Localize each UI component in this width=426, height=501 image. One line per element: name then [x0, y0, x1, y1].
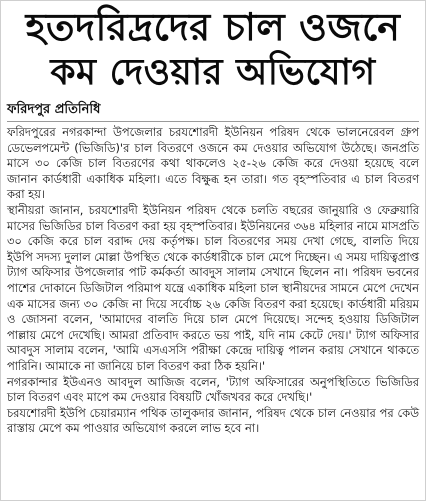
article-paragraph: চরযশোরদী ইউপি চেয়ারম্যান পথিক তালুকদার জানান, পরিষদ থেকে চাল নেওয়ার পর কেউ রাস্তায় মেপে কম পাওয়ার অভিযোগ করলে লাভ হবে না। — [7, 405, 419, 436]
article-paragraph: নগরকান্দার ইউএনও আবদুল আজিজ বলেন, 'ট্যাগ অফিসারের অনুপস্থিতিতে ভিজিডির চাল বিতরণ এবং মাপে কম দেওয়ার বিষয়টি খোঁজখবর করে দেখছি।' — [7, 374, 419, 405]
byline-divider — [7, 121, 419, 122]
article-paragraph: স্থানীয়রা জানান, চরযশোরদী ইউনিয়ন পরিষদ থেকে চলতি বছরের জানুয়ারি ও ফেব্রুয়ারি মাসের ভিজিডির চাল বিতরণ করা হয় বৃহস্পতিবার। ইউনিয়নের ৩৬৪ মহিলার নামে মাসপ্রতি ৩০ কেজি করে চাল বরাদ্দ দেয় কর্তৃপক্ষ। চাল বিতরণের সময় দেখা গেছে, বালতি দিয়ে ইউপি সদস্য দুলাল মোল্লা উপস্থিত থেকে কার্ডধারীকে চাল মেপে দিচ্ছেন। এ সময় দায়িত্বপ্রাপ্ত ট্যাগ অফিসার উপজেলার পাট কর্মকর্তা আবদুস সালাম সেখানে ছিলেন না। পরিষদ ভবনের পাশের দোকানে ডিজিটাল পরিমাপ যন্ত্রে একাধিক মহিলা চাল স্থানীয়দের সামনে মেপে দেখেন এক মাসের জন্য ৩০ কেজি না দিয়ে সর্বোচ্চ ২৬ কেজি বিতরণ করা হয়েছে। কার্ডধারী মরিয়ম ও জোসনা বলেন, 'আমাদের বালতি দিয়ে চাল মেপে দিয়েছে। সন্দেহ হওয়ায় ডিজিটাল পাল্লায় মেপে দেখেছি। আমরা প্রতিবাদ করতে ভয় পাই, যদি নাম কেটে দেয়।' ট্যাগ অফিসার আবদুস সালাম বলেন, 'আমি এসএসসি পরীক্ষা কেন্দ্রে দায়িত্ব পালন করায় সেখানে থাকতে পারিনি। আমাকে না জানিয়ে চাল বিতরণ করা ঠিক হয়নি।' — [7, 202, 419, 373]
article-paragraph: ফরিদপুরের নগরকান্দা উপজেলার চরযশোরদী ইউনিয়ন পরিষদ থেকে ভালনেরেবল গ্রুপ ডেভেলপমেন্ট (ভিজিডি)'র চাল বিতরণে ওজনে কম দেওয়ার অভিযোগ উঠেছে। জনপ্রতি মাসে ৩০ কেজি চাল বিতরণের কথা থাকলেও ২৫-২৬ কেজি করে দেওয়া হয়েছে বলে জানান কার্ডধারী একাধিক মহিলা। এতে বিক্ষুব্ধ হন তারা। গত বৃহস্পতিবার এ চাল বিতরণ করা হয়। — [7, 125, 419, 202]
article-body — [7, 125, 419, 437]
headline-line-2: কম দেওয়ার অভিযোগ — [50, 52, 376, 93]
byline: ফরিদপুর প্রতিনিধি — [7, 102, 101, 117]
headline-line-1: হতদরিদ্রদের চাল ওজনে — [25, 5, 401, 49]
